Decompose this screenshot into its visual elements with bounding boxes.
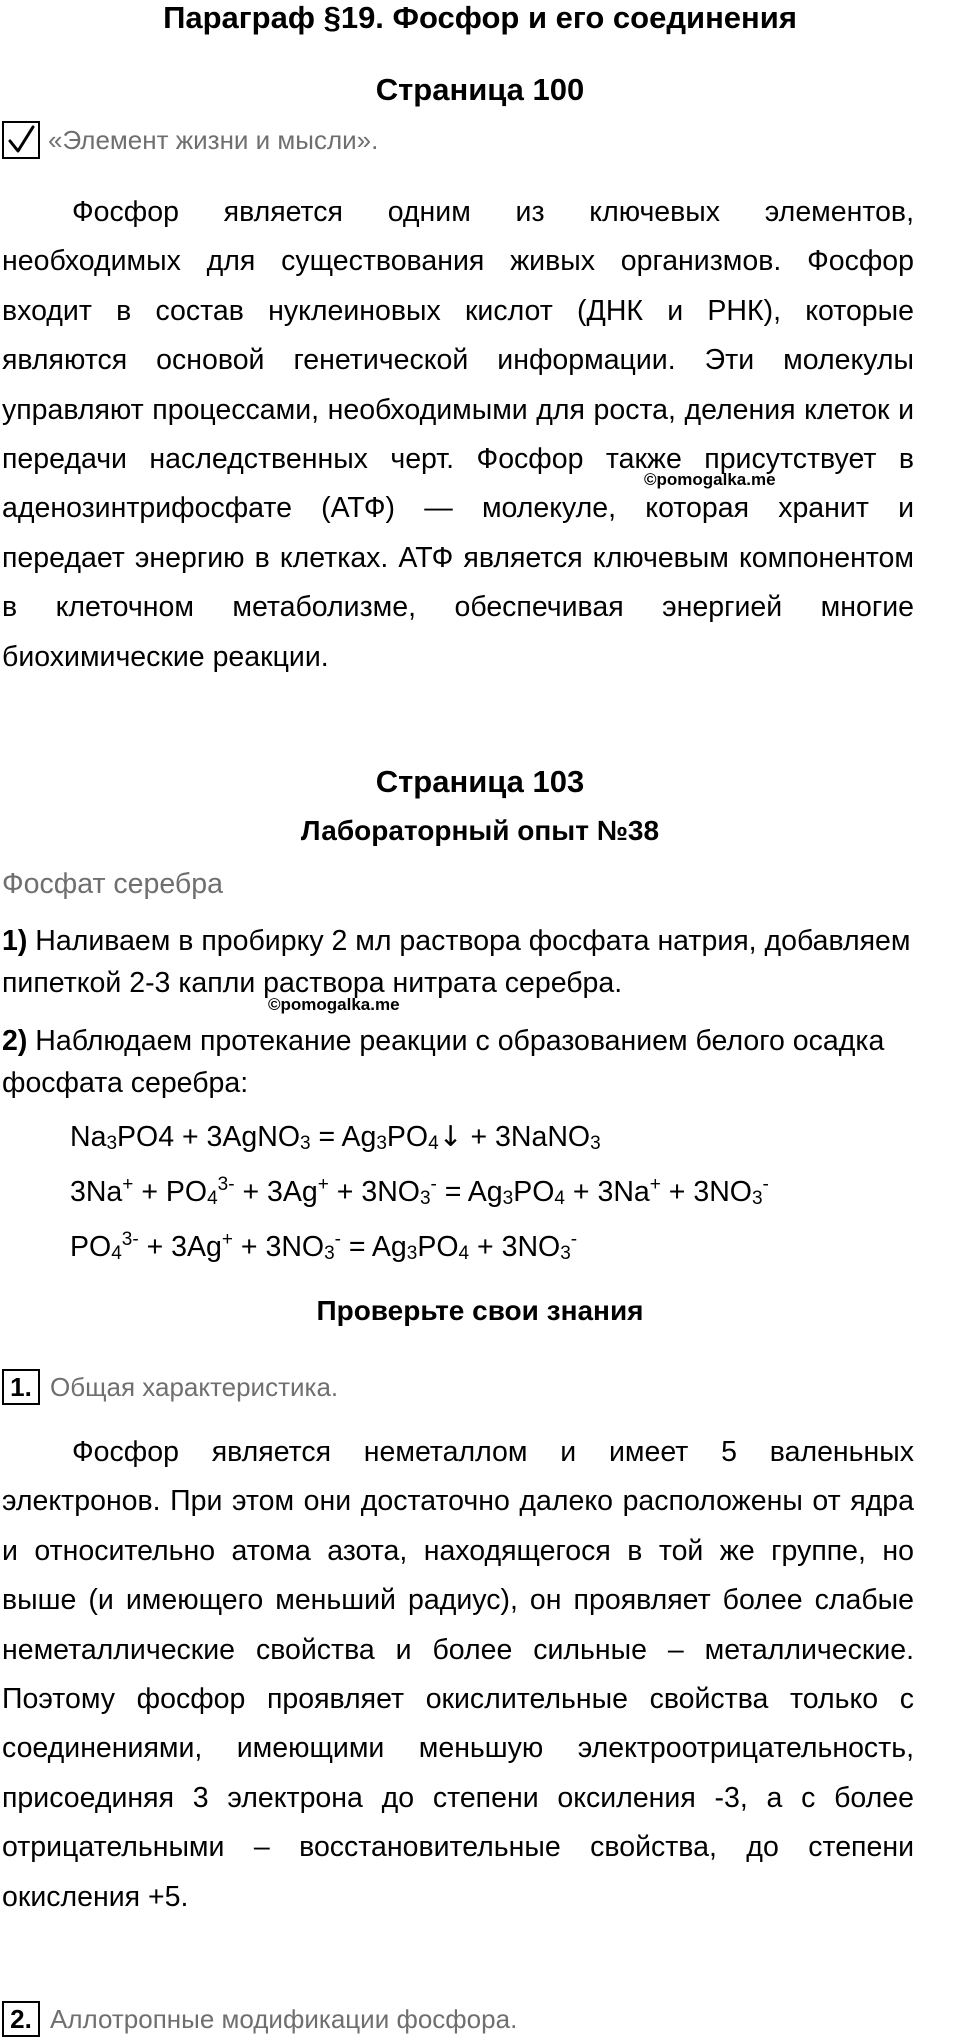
task-number-box: 2. (2, 2001, 40, 2037)
task-row-1 (2, 1367, 338, 1407)
task-row-2 (2, 1999, 517, 2039)
section-heading-page-103: Страница 103 (375, 764, 585, 799)
check-knowledge-heading: Проверьте свои знания (316, 1295, 644, 1326)
step-2 (2, 1020, 922, 1104)
task-number-box: 1. (2, 1369, 40, 1405)
step-2-number: 2) (2, 1025, 28, 1057)
step-1-text: Наливаем в пробирку 2 мл раствора фосфата натрия, добавляем пипеткой 2-3 капли раствора нитрата серебра. (2, 925, 911, 999)
page-title: Параграф §19. Фосфор и его соединения (163, 0, 797, 35)
paragraph-general-characteristics: Фосфор является неметаллом и имеет 5 валеньных электронов. При этом они достаточно далеко расположены от ядра и относительно атома азота, находящегося в той же группе, но выше (и имеющего меньший радиус), он проявляет более слабые неметаллические свойства и более сильные – металлические. Поэтому фосфор проявляет окислительные свойства только с соединениями, имеющими меньшую электроотрицательность, присоединяя 3 электрона до степени оксиления -3, а с более отрицательными – восстановительные свойства, до степени окисления +5. (2, 1436, 914, 1913)
task-label: Общая характеристика. (50, 1371, 339, 1402)
task-row-element-of-life (2, 120, 378, 160)
task-label: «Элемент жизни и мысли». (48, 124, 379, 155)
step-2-text: Наблюдаем протекание реакции с образованием белого осадка фосфата серебра: (2, 1025, 885, 1099)
experiment-subtitle: Фосфат серебра (2, 868, 223, 900)
step-1 (2, 920, 922, 1004)
watermark: ©pomogalka.me (268, 995, 400, 1014)
lab-experiment-title: Лабораторный опыт №38 (300, 815, 660, 846)
equation-short-ionic: $PO_4^{3-} + 3Ag^+ + 3NO_3^- = Ag_3PO_4 + 3NO_3^-$ (70, 1229, 578, 1264)
step-1-number: 1) (2, 925, 28, 957)
task-label: Аллотропные модификации фосфора. (50, 2003, 518, 2034)
checkmark-icon (2, 121, 40, 159)
watermark: ©pomogalka.me (644, 470, 776, 489)
equation-full-ionic: $3Na^+ + PO_4^{3-} + 3Ag^+ + 3NO_3^- = Ag_3PO_4 + 3Na^+ + 3NO_3^-$ (70, 1174, 769, 1209)
section-heading-page-100: Страница 100 (375, 72, 585, 107)
equation-molecular: $Na_3PO4$ + 3AgNO$_3$ = $Ag_3PO_4↓$ + 3NaNO$_3$ (70, 1120, 601, 1154)
paragraph-phosphorus-life: Фосфор является одним из ключевых элементов, необходимых для существования живых организмов. Фосфор входит в состав нуклеиновых кислот (ДНК и РНК), которые являются основой генетической информации. Эти молекулы управляют процессами, необходимыми для роста, деления клеток и передачи наследственных черт. Фосфор также присутствует в аденозинтрифосфате (АТФ) — молекуле, которая хранит и передает энергию в клетках. АТФ является ключевым компонентом в клеточном метаболизме, обеспечивая энергией многие биохимические реакции. (2, 196, 914, 673)
